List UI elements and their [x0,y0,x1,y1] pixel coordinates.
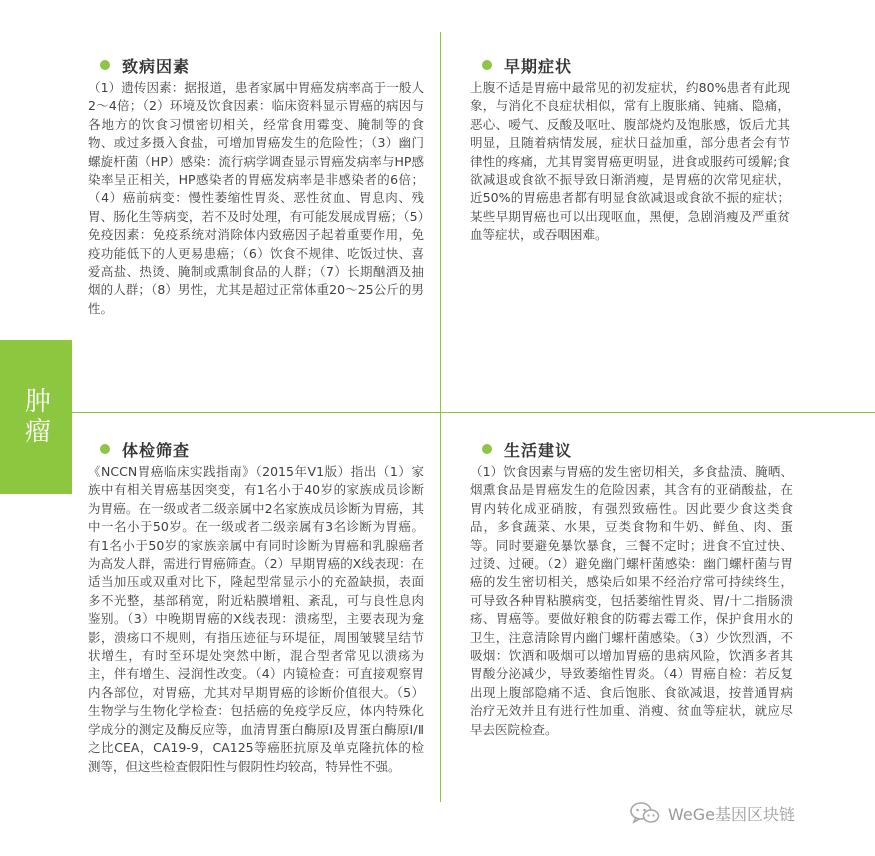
section-causes-text: （1）遗传因素：据报道，患者家属中胃癌发病率高于一般人2～4倍；（2）环境及饮食因素：临床资料显示胃癌的病因与各地方的饮食习惯密切相关，经常食用霉变、腌制等的食物、或过多摄入食盐，可增加胃癌发生的危险性；（3）幽门螺旋杆菌（HP）感染：流行病学调查显示胃癌发病率与HP感染率呈正相关，HP感染者的胃癌发病率是非感染者的6倍；（4）癌前病变：慢性萎缩性胃炎、恶性贫血、胃息肉、残胃、肠化生等病变，若不及时处理，有可能发展成胃癌；（5）免疫因素：免疫系统对消除体内致癌因子起着重要作用，免疫功能低下的人更易患癌；（6）饮食不规律、吃饭过快、喜爱高盐、热烫、腌制或熏制食品的人群；（7）长期酗酒及抽烟的人群；（8）男性，尤其是超过正常体重20～25公斤的男性。 [88,80,424,316]
section-screening [88,437,424,776]
side-category-label: 肿瘤 [20,387,51,447]
bullet-dot-icon [100,60,110,70]
section-screening-header [88,437,424,461]
bullet-dot-icon [482,60,492,70]
section-lifestyle [470,437,793,739]
section-screening-title: 体检筛查 [122,440,191,460]
bullet-dot-icon [100,444,110,454]
watermark-text: WeGe基因区块链 [668,804,795,824]
section-causes-header [88,53,424,77]
watermark [630,798,795,828]
section-screening-text: 《NCCN胃癌临床实践指南》（2015年V1版）指出（1）家族中有相关胃癌基因突变，有1名小于40岁的家族成员诊断为胃癌。在一级或者二级亲属中2名家族成员诊断为胃癌，其中一名小于50岁。在一级或者二级亲属有3名诊断为胃癌。有1名小于50岁的家族亲属中有同时诊断为胃癌和乳腺癌者为高发人群，需进行胃癌筛查。（2）早期胃癌的X线表现：在适当加压或双重对比下，隆起型常显示小的充盈缺损，表面多不光整，基部稍宽，附近粘膜增粗、紊乱，可与良性息肉鉴别。（3）中晚期胃癌的X线表现：溃疡型，主要表现为龛影，溃疡口不规则，有指压迹征与环堤征，周围皱襞呈结节状增生，有时至环堤处突然中断，混合型者常见以溃疡为主，伴有增生、浸润性改变。（4）内镜检查：可直接观察胃内各部位，对胃癌，尤其对早期胃癌的诊断价值很大。（5）生物学与生物化学检查：包括癌的免疫学反应，体内特殊化学成分的测定及酶反应等，血清胃蛋白酶原Ⅰ及胃蛋白酶原Ⅰ/Ⅱ之比CEA，CA19-9，CA125等癌胚抗原及单克隆抗体的检测等，但这些检查假阳性与假阴性均较高，特异性不强。 [88,464,424,774]
section-lifestyle-header [470,437,793,461]
section-causes-title: 致病因素 [122,56,191,76]
wechat-icon [630,801,660,825]
horizontal-divider [72,412,875,413]
section-causes [88,53,424,318]
vertical-divider [440,32,441,802]
section-early-symptoms-header [470,53,790,77]
section-lifestyle-title: 生活建议 [504,440,573,460]
section-lifestyle-text: （1）饮食因素与胃癌的发生密切相关，多食盐渍、腌晒、烟熏食品是胃癌发生的危险因素，其含有的亚硝酸盐，在胃内转化成亚硝胺，有强烈致癌性。因此要少食这类食品，多食蔬菜、水果，豆类食物和牛奶、鲜鱼、肉、蛋等。同时要避免暴饮暴食，三餐不定时；进食不宜过快、过烫、过硬。（2）避免幽门螺杆菌感染：幽门螺杆菌与胃癌的发生密切相关，感染后如果不经治疗常可持续终生，可导致各种胃粘膜病变，包括萎缩性胃炎、胃/十二指肠溃疡、胃癌等。要做好粮食的防霉去霉工作，保护食用水的卫生，注意清除胃内幽门螺杆菌感染。（3）少饮烈酒，不吸烟：饮酒和吸烟可以增加胃癌的患病风险，饮酒多者其胃酸分泌减少，导致萎缩性胃炎。（4）胃癌自检：若反复出现上腹部隐痛不适、食后饱胀、食欲减退，按普通胃病治疗无效并且有进行性加重、消瘦、贫血等症状，就应尽早去医院检查。 [470,464,793,737]
bullet-dot-icon [482,444,492,454]
side-category-tab [0,340,72,494]
section-early-symptoms-text: 上腹不适是胃癌中最常见的初发症状，约80%患者有此现象，与消化不良症状相似，常有上腹胀痛、钝痛、隐痛，恶心、嗳气、反酸及呕吐、腹部烧灼及饱胀感，饭后尤其明显，且随着病情发展，症状日益加重，部分患者会有节律性的疼痛，尤其胃窦胃癌更明显，进食或服药可缓解;食欲减退或食欲不振导致日渐消瘦，是胃癌的次常见症状，近50%的胃癌患者都有明显食欲减退或食欲不振的症状；某些早期胃癌也可以出现呕血，黑便，急剧消瘦及严重贫血等症状，或吞咽困难。 [470,80,790,243]
section-early-symptoms [470,53,790,245]
section-early-symptoms-title: 早期症状 [504,56,573,76]
